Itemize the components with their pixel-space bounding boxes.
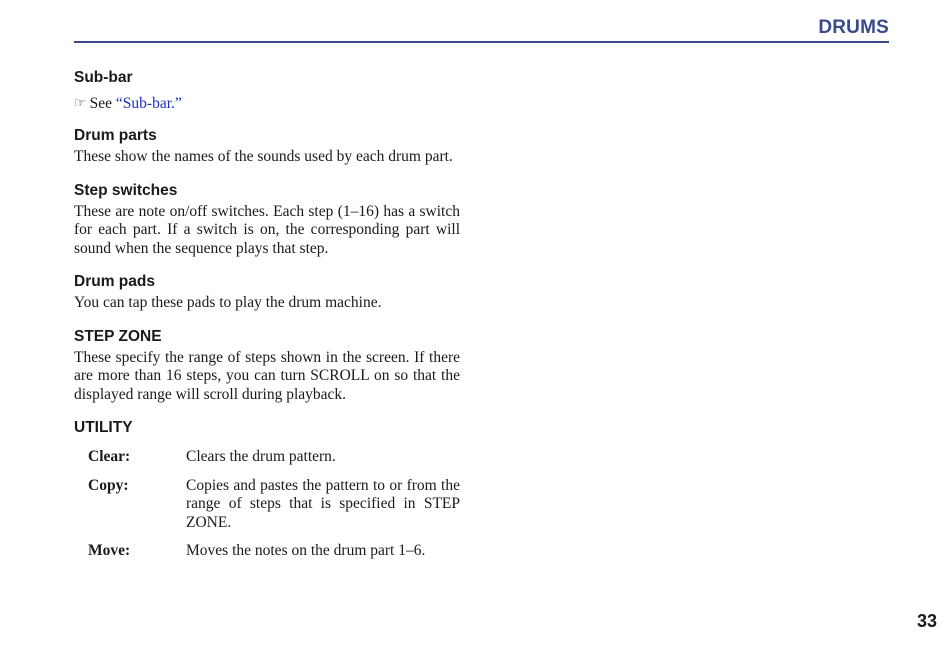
pointing-hand-icon: ☞: [74, 95, 86, 110]
section-step-switches: [74, 181, 460, 259]
page-number: 33: [916, 611, 937, 631]
section-title-drum-parts: Drum parts: [74, 127, 157, 144]
section-step-zone: [74, 327, 460, 405]
utility-desc-move: Moves the notes on the drum part 1–6.: [186, 542, 426, 559]
utility-item-copy: [88, 477, 460, 533]
section-body-drum-pads: You can tap these pads to play the drum machine.: [74, 294, 382, 311]
section-utility: [74, 418, 460, 561]
page-header-title: DRUMS: [818, 17, 889, 38]
see-prefix: See: [89, 95, 113, 112]
page-content: [74, 68, 460, 575]
section-title-sub-bar: Sub-bar: [74, 69, 133, 86]
see-reference: [74, 93, 460, 114]
utility-desc-copy: Copies and pastes the pattern to or from the range of steps that is specified in STEP ZONE.: [186, 476, 460, 531]
section-title-drum-pads: Drum pads: [74, 273, 155, 290]
section-title-step-zone: STEP ZONE: [74, 327, 162, 345]
utility-key-copy: Copy:: [88, 476, 129, 494]
section-body-drum-parts: These show the names of the sounds used by each drum part.: [74, 148, 453, 165]
section-sub-bar: [74, 68, 460, 114]
utility-item-clear: [88, 448, 460, 467]
section-title-step-switches: Step switches: [74, 181, 178, 199]
utility-desc-clear: Clears the drum pattern.: [186, 448, 336, 465]
section-body-step-zone: These specify the range of steps shown in the screen. If there are more than 16 steps, you can turn SCROLL on so that the displayed range will scroll during playback.: [74, 348, 460, 403]
section-drum-pads: [74, 272, 460, 313]
utility-item-move: [88, 542, 460, 561]
header-rule: [74, 41, 889, 43]
utility-key-move: Move:: [88, 542, 131, 559]
utility-key-clear: Clear:: [88, 448, 131, 465]
sub-bar-link[interactable]: “Sub-bar.”: [115, 95, 182, 112]
section-drum-parts: [74, 126, 460, 167]
section-title-utility: UTILITY: [74, 419, 133, 436]
section-body-step-switches: These are note on/off switches. Each step (1–16) has a switch for each part. If a switch is on, the corresponding part will sound when the sequence plays that step.: [74, 202, 460, 257]
